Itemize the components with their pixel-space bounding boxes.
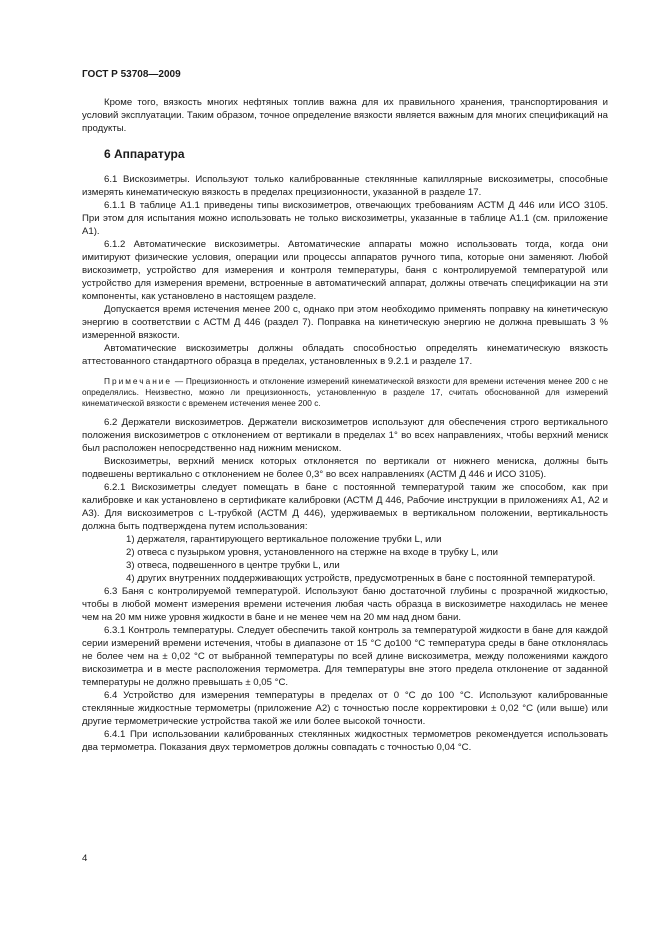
paragraph-automatic: Автоматические вискозиметры должны обладать способностью определять кинематическую вязкость аттестованного стандартного образца в пределах, установленных в 9.2.1 и разделе 17. [82,343,608,367]
paragraph-meniscus: Вискозиметры, верхний мениск которых отклоняется по вертикали от нижнего мениска, должны быть подвешены вертикально с отклонением не более 0,3° во всех направлениях (АСТМ Д 446 и ИСО 3105). [82,456,608,480]
paragraph-6-1: 6.1 Вискозиметры. Используют только калиброванные стеклянные капиллярные вискозиметры, способные измерять кинематическую вязкость в пределах прецизионности, указанной в разделе 17. [82,174,608,198]
intro-paragraph: Кроме того, вязкость многих нефтяных топлив важна для их правильного хранения, транспортирования и условий эксплуатации. Таким образом, точное определение вязкости является важным для многих спецификаций на продукты. [82,97,608,134]
page-content [82,96,608,754]
document-header: ГОСТ Р 53708—2009 [82,69,181,80]
paragraph-6-1-1: 6.1.1 В таблице А1.1 приведены типы вискозиметров, отвечающих требованиям АСТМ Д 446 или ИСО 3105. При этом для испытания можно использовать не только вискозиметры, указанные в таблице А1.1 (см. приложение А1). [82,200,608,237]
paragraph-6-4-1: 6.4.1 При использовании калиброванных стеклянных жидкостных термометров рекомендуется использовать два термометра. Показания двух термометров должны совпадать с точностью 0,04 °С. [82,729,608,753]
paragraph-6-4: 6.4 Устройство для измерения температуры в пределах от 0 °С до 100 °С. Используют калиброванные стеклянные жидкостные термометры (приложение А2) с точностью после корректировки ± 0,02 °С (или выше) или другие термометрические устройства такой же или более высокой точности. [82,690,608,727]
section-title: 6 Аппаратура [104,147,185,161]
paragraph-6-2-1: 6.2.1 Вискозиметры следует помещать в бане с постоянной температурой таким же способом, как при калибровке и как установлено в сертификате калибровки (АСТМ Д 446, Рабочие инструкции в приложениях А1, А2 и А3). Для вискозиметров с L-трубкой (АСТМ Д 446), удерживаемых в вертикальном положении, вертикальность должна быть подтверждена путем использования: [82,482,608,532]
paragraph-6-1-2: 6.1.2 Автоматические вискозиметры. Автоматические аппараты можно использовать тогда, когда они имитируют физические условия, операции или процессы аппаратов ручного типа, которые они заменяют. Любой вискозиметр, устройство для измерения и контроля температуры, баня с контролируемой температурой или устройство для измерения времени, встроенные в автоматический аппарат, должны отвечать спецификации на эти компоненты, как установлено в настоящем разделе. [82,239,608,302]
paragraph-flow-time: Допускается время истечения менее 200 с, однако при этом необходимо применять поправку на кинетическую энергию в соответствии с АСТМ Д 446 (раздел 7). Поправка на кинетическую энергию не должна превышать 3 % измеренной вязкости. [82,304,608,341]
note-label: Примечание [104,376,173,386]
note [82,376,608,409]
list-item: 3) отвеса, подвешенного в центре трубки L, или [126,560,340,571]
list-item: 4) других внутренних поддерживающих устройств, предусмотренных в бане с постоянной температурой. [126,573,596,584]
note-text: — Прецизионность и отклонение измерений кинематической вязкости для времени истечения менее 200 с не определялись. Неизвестно, можно ли прецизионность, установленную в разделе 17, считать обоснованной для измерений кинематической вязкости с временем истечения менее 200 с. [82,376,608,408]
list-item: 2) отвеса с пузырьком уровня, установленного на стержне на входе в трубку L, или [126,547,498,558]
page-number: 4 [82,853,88,864]
paragraph-6-3-1: 6.3.1 Контроль температуры. Следует обеспечить такой контроль за температурой жидкости в бане для каждой серии измерений времени истечения, чтобы в диапазоне от 15 °С до100 °С температура среды в бане отклонялась не более чем на ± 0,02 °С от выбранной температуры по всей длине вискозиметра, между положениями каждого вискозиметра и в месте расположения термометра. Для температуры вне этого предела отклонение от заданной температуры не должно превышать ± 0,05 °С. [82,625,608,688]
paragraph-6-3: 6.3 Баня с контролируемой температурой. Используют баню достаточной глубины с прозрачной жидкостью, чтобы в любой момент измерения времени истечения любая часть образца в вискозиметре находилась не менее чем на 20 мм ниже уровня жидкости в бане и не менее чем на 20 мм над дном бани. [82,586,608,623]
list-item: 1) держателя, гарантирующего вертикальное положение трубки L, или [126,534,442,545]
paragraph-6-2: 6.2 Держатели вискозиметров. Держатели вискозиметров используют для обеспечения строго вертикального положения вискозиметров с отклонением от вертикали в пределах 1° во всех направлениях, чтобы верхний мениск был расположен непосредственно над нижним мениском. [82,417,608,454]
